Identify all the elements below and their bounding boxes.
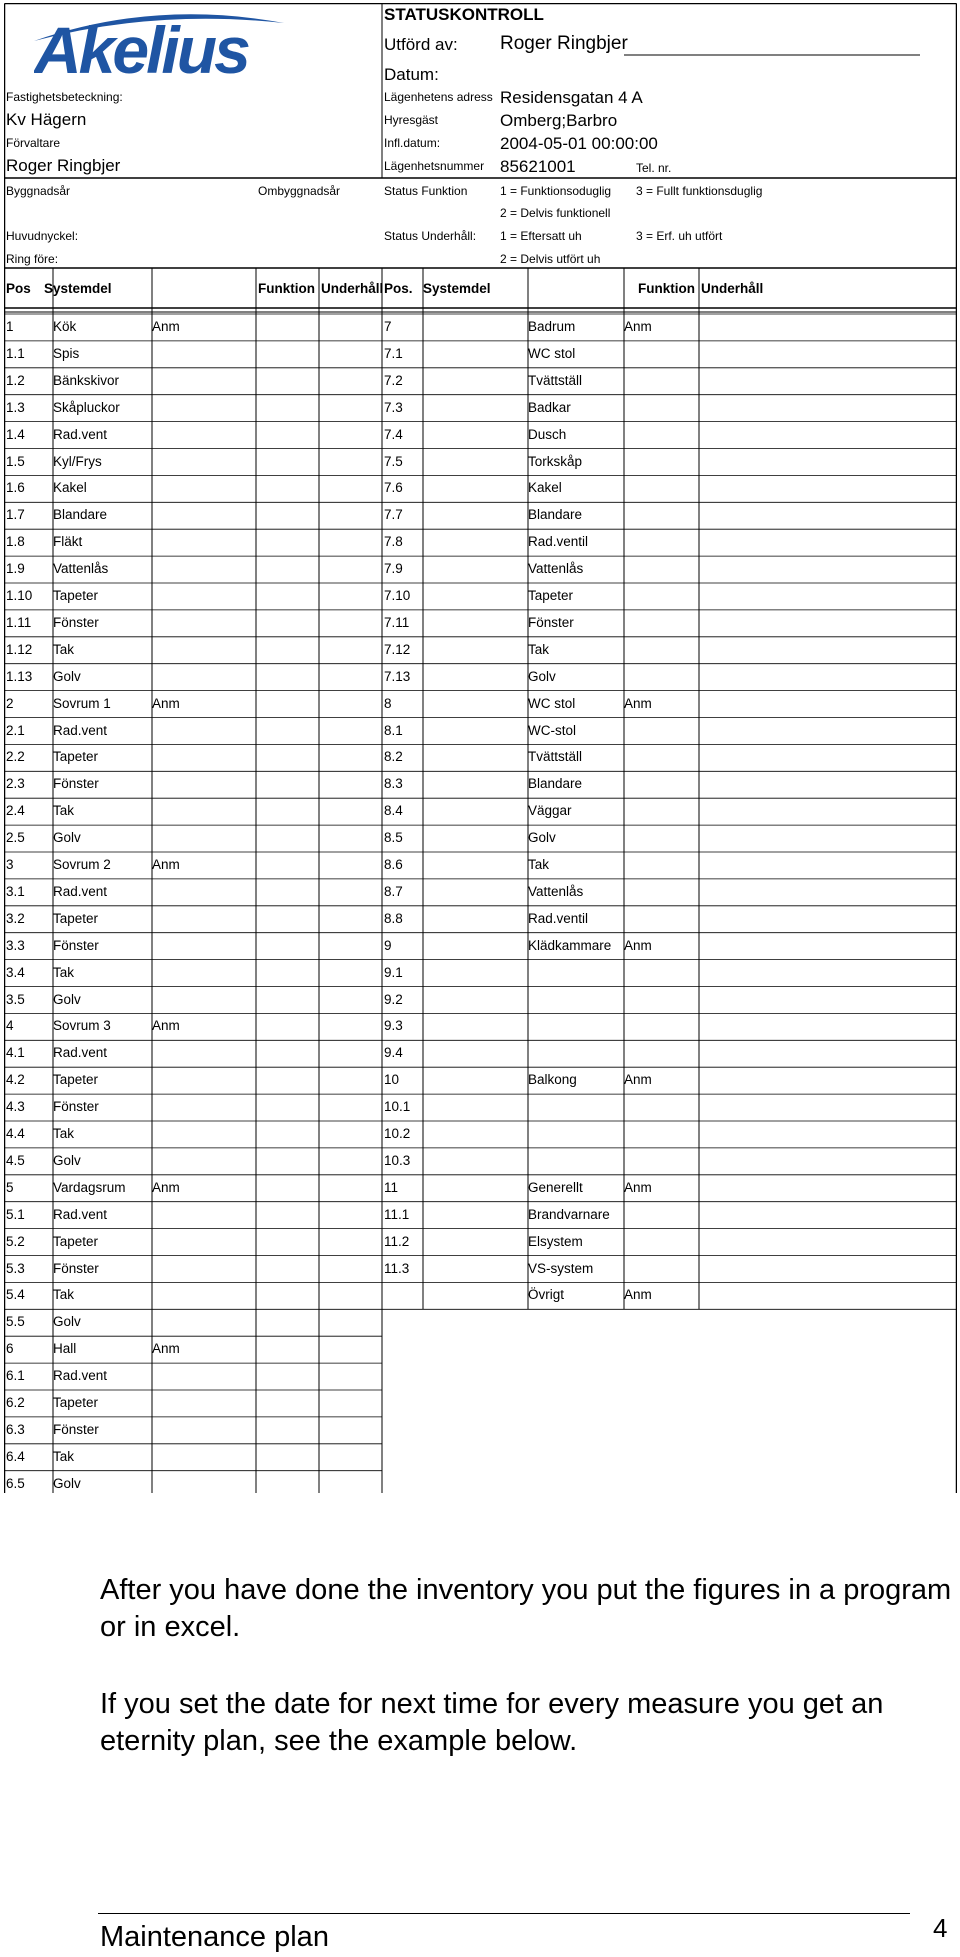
row-pos: 4.2 xyxy=(6,1072,25,1088)
row-pos: 8.2 xyxy=(384,749,403,765)
row-part: Fönster xyxy=(528,614,574,630)
row-part: Rad.vent xyxy=(53,1045,108,1061)
row-pos: 2.1 xyxy=(6,722,25,738)
row-pos: 5 xyxy=(6,1179,14,1195)
func-legend-1: 1 = Funktionsoduglig xyxy=(500,184,612,198)
row-pos: 10.3 xyxy=(384,1152,411,1168)
row-remark: Anm xyxy=(624,1287,652,1303)
func-legend-2: 2 = Delvis funktionell xyxy=(500,206,611,220)
col-function: Funktion xyxy=(258,281,315,296)
row-pos: 10 xyxy=(384,1072,400,1088)
row-part: Torkskåp xyxy=(528,453,583,469)
row-pos: 7.11 xyxy=(384,614,410,630)
row-part: Sovrum 3 xyxy=(53,1018,111,1034)
row-pos: 7.12 xyxy=(384,641,411,657)
footer-title: Maintenance plan xyxy=(100,1921,329,1953)
row-pos: 9.4 xyxy=(384,1045,403,1061)
status-function-label: Status Funktion xyxy=(384,184,468,198)
property-value: Kv Hägern xyxy=(6,110,87,129)
row-part: Tak xyxy=(53,1287,75,1303)
footer-rule xyxy=(98,1913,910,1914)
func-legend-3: 3 = Fullt funktionsduglig xyxy=(636,184,763,198)
row-part: Kakel xyxy=(528,480,562,496)
row-pos: 3 xyxy=(6,857,14,872)
row-part: Golv xyxy=(53,1314,81,1330)
row-part: Golv xyxy=(53,1152,81,1168)
row-part: Klädkammare xyxy=(528,937,612,953)
rebuild-year-label: Ombyggnadsår xyxy=(258,184,341,198)
row-pos: 1.2 xyxy=(6,372,25,388)
performed-by-value: Roger Ringbjer xyxy=(500,33,628,54)
row-pos: 7.4 xyxy=(384,426,403,442)
row-part: Tvättställ xyxy=(528,372,583,388)
row-pos: 6.5 xyxy=(6,1475,25,1491)
row-pos: 4.1 xyxy=(6,1045,25,1061)
row-pos: 7.10 xyxy=(384,588,411,603)
row-remark: Anm xyxy=(152,1179,180,1195)
row-part: Skåpluckor xyxy=(53,399,120,415)
row-part: Tak xyxy=(528,857,550,872)
row-pos: 8.4 xyxy=(384,803,403,819)
tel-label: Tel. nr. xyxy=(636,161,672,175)
row-pos: 7.7 xyxy=(384,507,403,523)
col-part-right: Systemdel xyxy=(423,281,491,296)
form-title: STATUSKONTROLL xyxy=(384,5,544,24)
row-pos: 7.13 xyxy=(384,668,411,684)
row-part: Rad.ventil xyxy=(528,910,589,926)
row-part: Vardagsrum xyxy=(53,1179,126,1195)
key-label: Huvudnyckel: xyxy=(6,229,79,243)
row-part: Tak xyxy=(53,964,75,980)
row-part: Vattenlås xyxy=(528,883,584,899)
row-part: Vattenlås xyxy=(53,561,109,577)
row-part: Tapeter xyxy=(53,1072,99,1088)
row-pos: 8 xyxy=(384,695,392,711)
row-pos: 6.3 xyxy=(6,1421,25,1437)
row-pos: 8.6 xyxy=(384,857,403,872)
row-part: Golv xyxy=(528,668,556,684)
row-part: Blandare xyxy=(53,507,108,523)
row-part: Golv xyxy=(53,991,81,1007)
row-pos: 8.1 xyxy=(384,722,403,738)
row-pos: 2 xyxy=(6,695,14,711)
row-pos: 1.6 xyxy=(6,480,25,496)
row-part: WC stol xyxy=(528,695,576,711)
row-pos: 9.2 xyxy=(384,991,403,1007)
row-part: Badkar xyxy=(528,399,571,415)
row-remark: Anm xyxy=(152,695,180,711)
row-part: VS-system xyxy=(528,1260,594,1276)
movein-value: 2004-05-01 00:00:00 xyxy=(500,134,658,153)
col-pos-right: Pos. xyxy=(384,281,413,296)
row-part: Fönster xyxy=(53,1099,99,1115)
row-pos: 1.8 xyxy=(6,534,25,550)
row-part: Blandare xyxy=(528,507,583,523)
row-part: Hall xyxy=(53,1341,77,1357)
row-part: Tapeter xyxy=(53,910,99,926)
tenant-label: Hyresgäst xyxy=(384,113,439,127)
row-pos: 9.3 xyxy=(384,1018,403,1034)
row-pos: 3.5 xyxy=(6,991,25,1007)
row-part: Tak xyxy=(53,1448,75,1464)
row-pos: 1.4 xyxy=(6,426,25,442)
row-part: WC-stol xyxy=(528,722,576,738)
row-remark: Anm xyxy=(624,695,652,711)
row-part: Golv xyxy=(53,668,81,684)
row-part: Rad.ventil xyxy=(528,534,589,550)
row-pos: 6.2 xyxy=(6,1395,25,1410)
row-part: Fönster xyxy=(53,1260,99,1276)
row-pos: 4 xyxy=(6,1018,14,1034)
row-pos: 5.1 xyxy=(6,1206,25,1222)
row-part: Balkong xyxy=(528,1072,577,1088)
row-pos: 7.5 xyxy=(384,453,403,469)
row-part: Övrigt xyxy=(528,1287,565,1303)
row-pos: 1.3 xyxy=(6,399,25,415)
row-remark: Anm xyxy=(624,319,652,334)
row-part: Tak xyxy=(528,641,550,657)
row-part: Generellt xyxy=(528,1179,583,1195)
row-part: Tak xyxy=(53,803,75,819)
row-pos: 6 xyxy=(6,1341,14,1357)
row-pos: 8.5 xyxy=(384,830,403,846)
row-part: Väggar xyxy=(528,803,572,819)
row-part: Golv xyxy=(528,830,556,846)
row-part: Tak xyxy=(53,641,75,657)
row-pos: 1.10 xyxy=(6,588,33,603)
row-pos: 1.1 xyxy=(6,345,25,361)
paragraph-inventory: After you have done the inventory you put the figures in a program or in excel. xyxy=(100,1574,952,1643)
row-pos: 8.8 xyxy=(384,910,403,926)
row-pos: 11 xyxy=(384,1179,399,1195)
row-part: Sovrum 1 xyxy=(53,695,111,711)
tenant-value: Omberg;Barbro xyxy=(500,111,618,130)
row-part: Vattenlås xyxy=(528,561,584,577)
row-part: Kyl/Frys xyxy=(53,453,102,469)
row-pos: 6.1 xyxy=(6,1368,25,1384)
row-pos: 1.12 xyxy=(6,641,33,657)
row-part: Sovrum 2 xyxy=(53,857,111,872)
row-part: Tapeter xyxy=(528,588,574,603)
row-pos: 1.7 xyxy=(6,507,25,523)
row-part: Golv xyxy=(53,1475,81,1491)
row-pos: 3.1 xyxy=(6,883,25,899)
row-pos: 2.4 xyxy=(6,803,25,819)
row-part: WC stol xyxy=(528,345,576,361)
row-pos: 9.1 xyxy=(384,964,403,980)
row-part: Golv xyxy=(53,830,81,846)
row-pos: 1.13 xyxy=(6,668,33,684)
performed-by-label: Utförd av: xyxy=(384,35,458,54)
row-pos: 2.3 xyxy=(6,776,25,792)
apt-no-label: Lägenhetsnummer xyxy=(384,159,485,173)
row-pos: 7.2 xyxy=(384,372,403,388)
movein-label: Infl.datum: xyxy=(384,136,441,150)
row-pos: 1.9 xyxy=(6,561,25,577)
address-label: Lägenhetens adress xyxy=(384,90,493,104)
property-label: Fastighetsbeteckning: xyxy=(6,90,123,104)
row-part: Fönster xyxy=(53,937,99,953)
col-function-right: Funktion xyxy=(638,281,695,296)
row-part: Kök xyxy=(53,319,77,334)
row-part: Tapeter xyxy=(53,749,99,765)
row-part: Rad.vent xyxy=(53,1206,108,1222)
status-maint-label: Status Underhåll: xyxy=(384,229,477,243)
row-pos: 9 xyxy=(384,937,392,953)
manager-label: Förvaltare xyxy=(6,136,61,150)
row-pos: 10.2 xyxy=(384,1126,411,1141)
row-part: Tapeter xyxy=(53,1395,99,1410)
page-number: 4 xyxy=(933,1913,948,1943)
row-pos: 7.3 xyxy=(384,399,403,415)
row-pos: 11.1 xyxy=(384,1206,410,1222)
form-grid-lines xyxy=(4,3,957,1493)
row-part: Rad.vent xyxy=(53,722,108,738)
row-part: Badrum xyxy=(528,319,576,334)
row-pos: 1.5 xyxy=(6,453,25,469)
row-part: Elsystem xyxy=(528,1233,583,1249)
maint-legend-2: 2 = Delvis utfört uh xyxy=(500,252,601,266)
row-part: Fönster xyxy=(53,1421,99,1437)
row-pos: 7.6 xyxy=(384,480,403,496)
row-pos: 6.4 xyxy=(6,1448,25,1464)
row-part: Rad.vent xyxy=(53,883,108,899)
row-part: Spis xyxy=(53,345,80,361)
row-pos: 3.2 xyxy=(6,910,25,926)
row-part: Tak xyxy=(53,1126,75,1141)
row-pos: 8.7 xyxy=(384,883,403,899)
row-part: Brandvarnare xyxy=(528,1206,610,1222)
row-pos: 4.4 xyxy=(6,1126,25,1141)
row-remark: Anm xyxy=(624,1072,652,1088)
row-pos: 10.1 xyxy=(384,1099,411,1115)
col-part: Systemdel xyxy=(44,281,112,296)
row-pos: 1 xyxy=(6,319,14,334)
row-part: Blandare xyxy=(528,776,583,792)
row-part: Fläkt xyxy=(53,534,83,550)
row-part: Fönster xyxy=(53,776,99,792)
manager-value: Roger Ringbjer xyxy=(6,156,121,175)
row-part: Rad.vent xyxy=(53,1368,108,1384)
row-part: Fönster xyxy=(53,614,99,630)
row-remark: Anm xyxy=(152,857,180,872)
row-pos: 1.11 xyxy=(6,614,32,630)
row-pos: 7.8 xyxy=(384,534,403,550)
row-pos: 7.9 xyxy=(384,561,403,577)
row-pos: 11.3 xyxy=(384,1260,410,1276)
row-remark: Anm xyxy=(152,319,180,334)
maint-legend-3: 3 = Erf. uh utfört xyxy=(636,229,723,243)
row-pos: 5.5 xyxy=(6,1314,25,1330)
address-value: Residensgatan 4 A xyxy=(500,88,643,107)
row-part: Tapeter xyxy=(53,1233,99,1249)
row-pos: 4.3 xyxy=(6,1099,25,1115)
row-pos: 8.3 xyxy=(384,776,403,792)
row-pos: 2.5 xyxy=(6,830,25,846)
akelius-logo xyxy=(34,7,284,82)
col-maintenance-right: Underhåll xyxy=(701,281,764,296)
row-remark: Anm xyxy=(152,1018,180,1034)
row-part: Tvättställ xyxy=(528,749,583,765)
row-remark: Anm xyxy=(624,1179,652,1195)
ring-label: Ring före: xyxy=(6,252,59,266)
row-part: Rad.vent xyxy=(53,426,108,442)
paragraph-eternity-plan: If you set the date for next time for every measure you get an eternity plan, see the example below. xyxy=(100,1688,884,1757)
maint-legend-1: 1 = Eftersatt uh xyxy=(500,229,582,243)
row-pos: 5.4 xyxy=(6,1287,25,1303)
row-remark: Anm xyxy=(152,1341,180,1357)
logo-text: Akelius xyxy=(34,13,248,77)
row-remark: Anm xyxy=(624,937,652,953)
row-pos: 5.3 xyxy=(6,1260,25,1276)
status-control-form xyxy=(4,3,957,1493)
row-pos: 7 xyxy=(384,319,392,334)
row-pos: 7.1 xyxy=(384,345,403,361)
row-part: Bänkskivor xyxy=(53,372,120,388)
row-pos: 4.5 xyxy=(6,1152,25,1168)
row-pos: 2.2 xyxy=(6,749,25,765)
row-pos: 3.4 xyxy=(6,964,25,980)
row-part: Tapeter xyxy=(53,588,99,603)
build-year-label: Byggnadsår xyxy=(6,184,71,198)
row-pos: 5.2 xyxy=(6,1233,25,1249)
row-pos: 3.3 xyxy=(6,937,25,953)
col-pos: Pos xyxy=(6,281,31,296)
row-part: Dusch xyxy=(528,426,567,442)
row-part: Kakel xyxy=(53,480,87,496)
apt-no-value: 85621001 xyxy=(500,157,576,176)
row-pos: 11.2 xyxy=(384,1233,410,1249)
col-maintenance: Underhåll xyxy=(321,281,384,296)
date-label: Datum: xyxy=(384,65,439,84)
